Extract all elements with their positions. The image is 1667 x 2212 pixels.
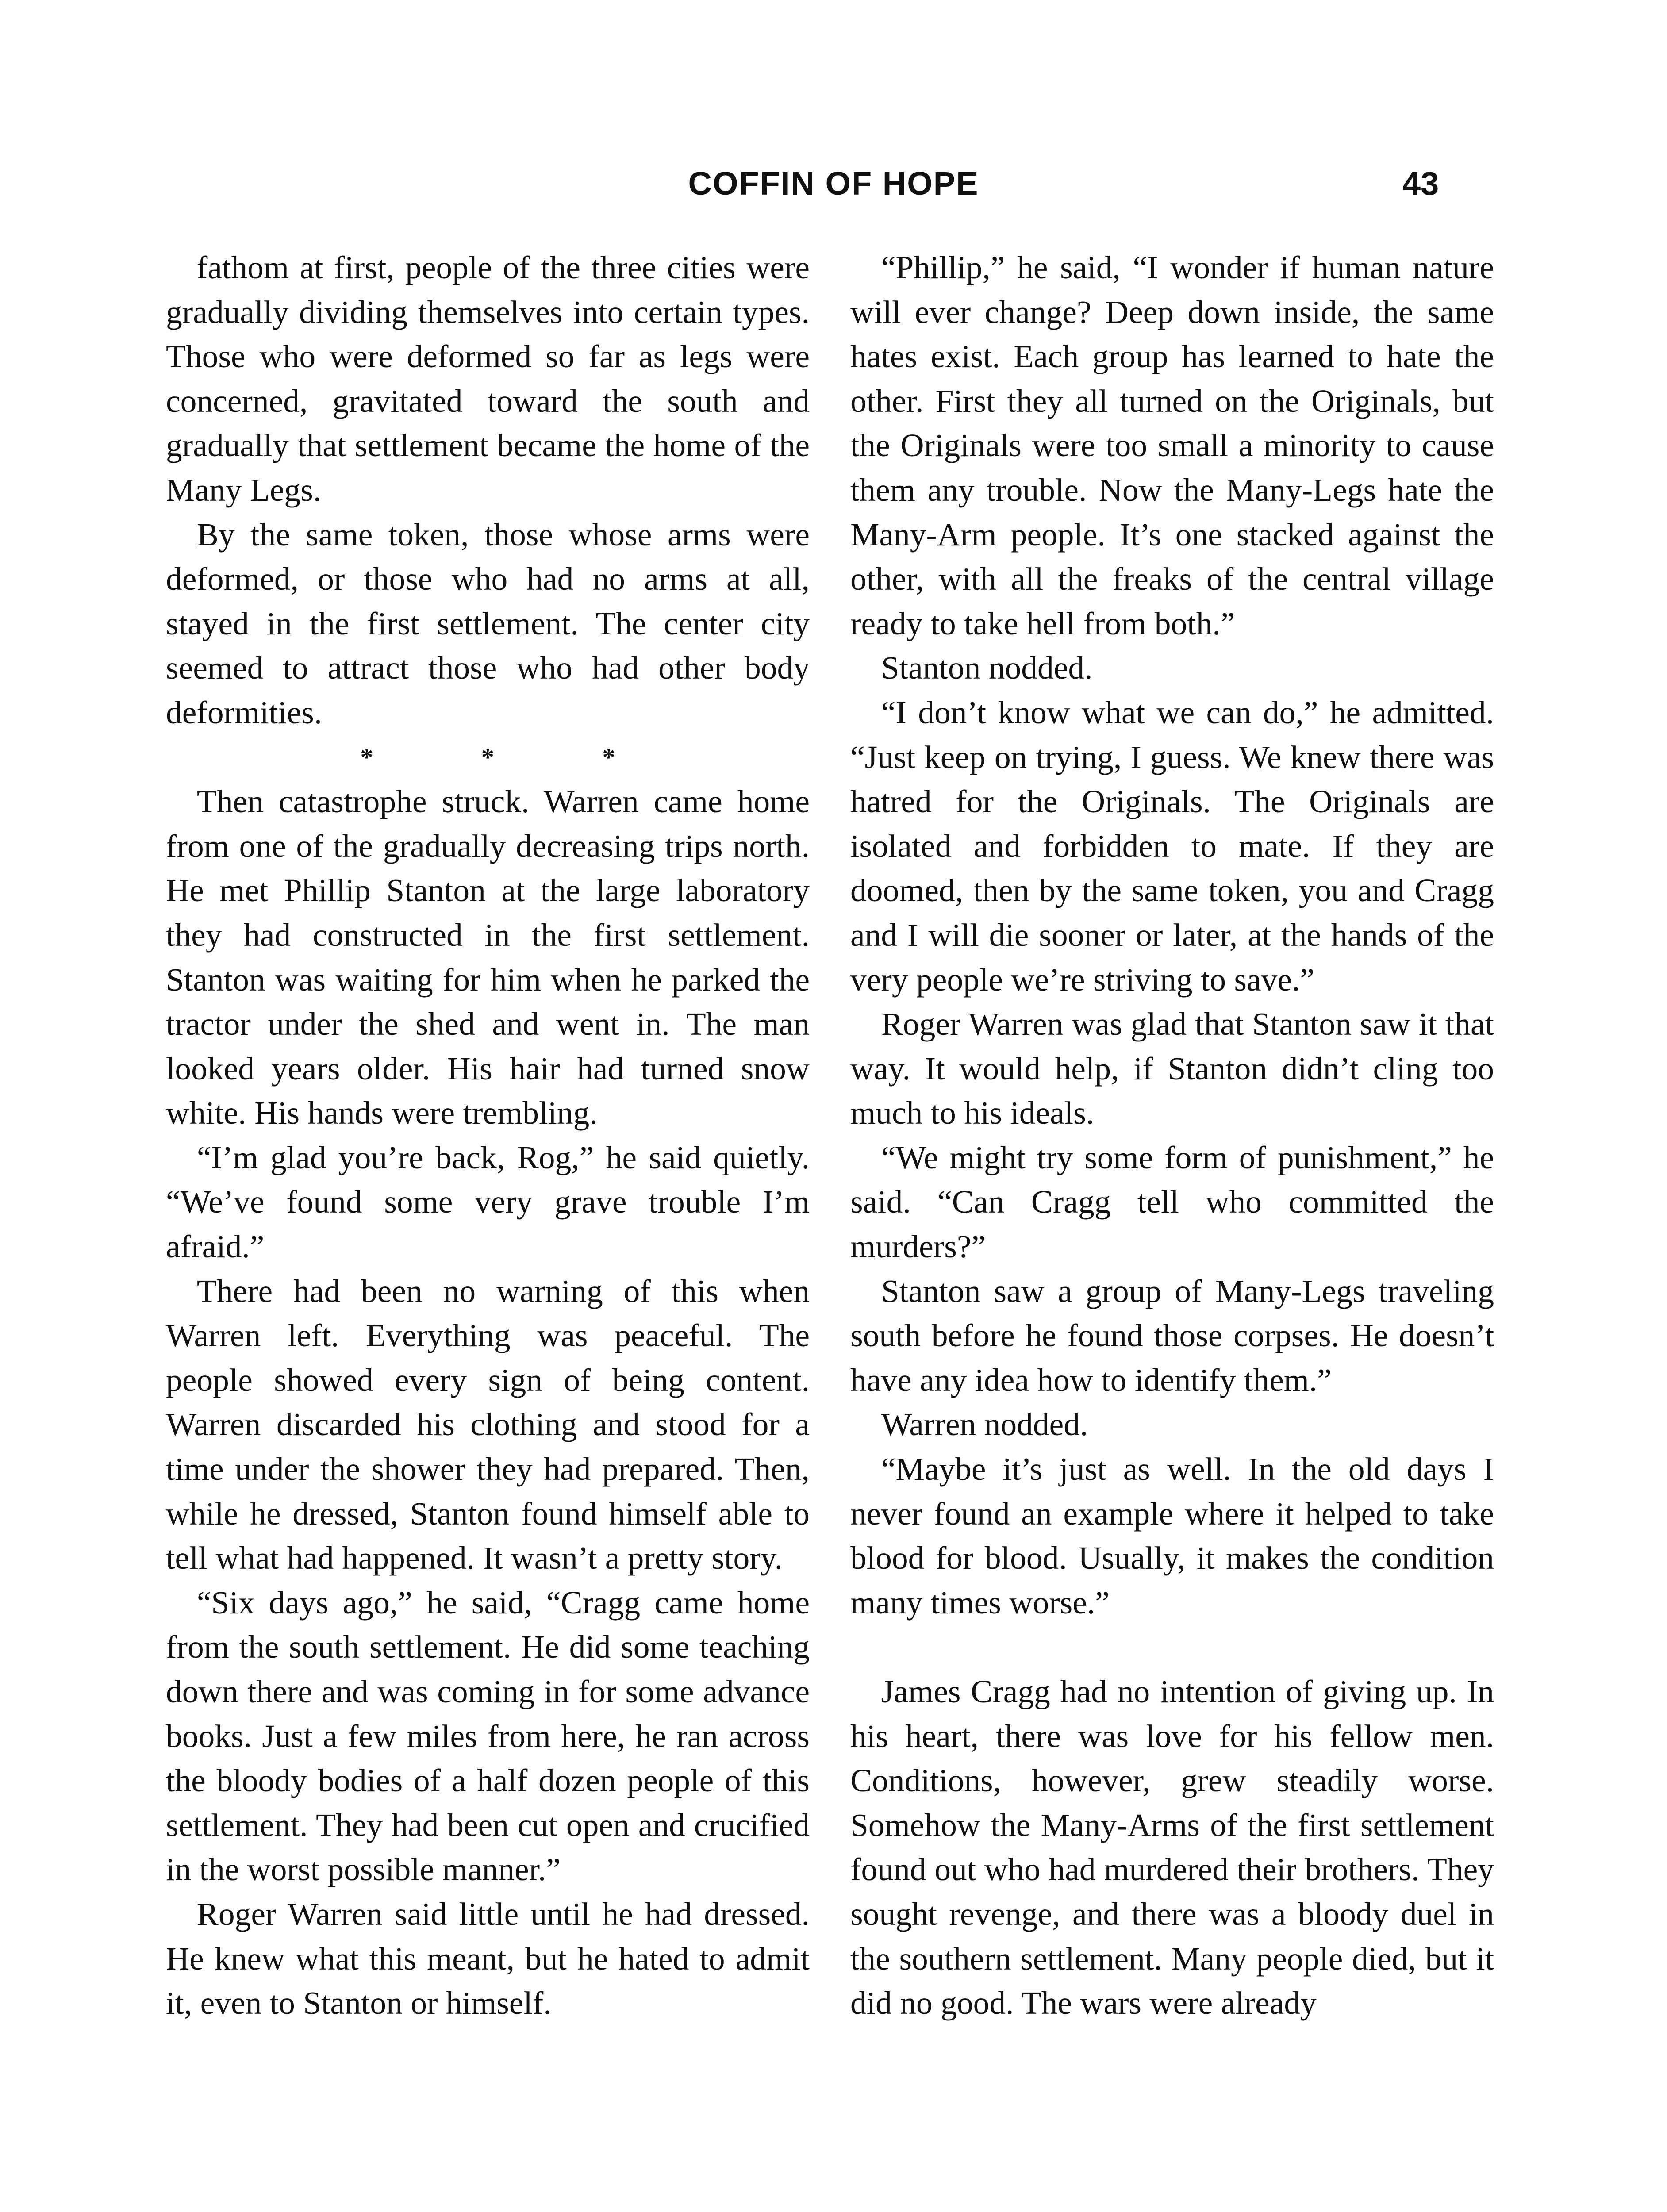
- paragraph: Then catastrophe struck. Warren came home from one of the gradually decreasing trips north. He met Phillip Stanton at the large laboratory they had constructed in the first settlement. Stanton was waiting for him when he parked the tractor under the shed and went in. The man looked years older. His hair had turned snow white. His hands were trembling.: [166, 783, 810, 1131]
- paragraph: “I don’t know what we can do,” he admitted. “Just keep on trying, I guess. We knew there was hatred for the Originals. The Originals are isolated and forbidden to mate. If they are doomed, then by the same token, you and Cragg and I will die sooner or later, at the hands of the very people we’re striving to save.”: [850, 694, 1494, 998]
- paragraph: “Six days ago,” he said, “Cragg came home from the south settlement. He did some teaching down there and was coming in for some advance books. Just a few miles from here, he ran across the bloody bodies of a half dozen people of this settlement. They had been cut open and crucified in the worst possible manner.”: [166, 1584, 810, 1888]
- page-number: 43: [1402, 165, 1439, 202]
- section-break: * * *: [360, 742, 666, 772]
- paragraph: Stanton nodded.: [881, 650, 1093, 686]
- paragraph: There had been no warning of this when Warren left. Everything was peaceful. The people showed every sign of being content. Warren discarded his clothing and stood for a time under the shower they had prepared. Then, while he dressed, Stanton found himself able to tell what had happened. It wasn’t a pretty story.: [166, 1273, 810, 1576]
- paragraph: Roger Warren was glad that Stanton saw it that way. It would help, if Stanton didn’t cling too much to his ideals.: [850, 1006, 1494, 1131]
- paragraph: “We might try some form of punishment,” he said. “Can Cragg tell who committed the murders?”: [850, 1139, 1494, 1265]
- paragraph: “Phillip,” he said, “I wonder if human nature will ever change? Deep down inside, the same hates exist. Each group has learned to hate the other. First they all turned on the Originals, but the Originals were too small a minority to cause them any trouble. Now the Many-Legs hate the Many-Arm people. It’s one stacked against the other, with all the freaks of the central village ready to take hell from both.”: [850, 250, 1494, 641]
- running-head-title: COFFIN OF HOPE: [688, 165, 979, 202]
- paragraph: “Maybe it’s just as well. In the old days I never found an example where it helped to take blood for blood. Usually, it makes the condition many times worse.”: [850, 1451, 1494, 1621]
- paragraph: “I’m glad you’re back, Rog,” he said quietly. “We’ve found some very grave trouble I’m afraid.”: [166, 1139, 810, 1265]
- paragraph: Warren nodded.: [881, 1406, 1088, 1443]
- left-column: [166, 246, 810, 2026]
- paragraph: James Cragg had no intention of giving up. In his heart, there was love for his fellow men. Conditions, however, grew steadily worse. Somehow the Many-Arms of the first settlement found out who had murdered their brothers. They sought revenge, and there was a bloody duel in the southern settlement. Many people died, but it did no good. The wars were already: [850, 1674, 1494, 2021]
- paragraph: Roger Warren said little until he had dressed. He knew what this meant, but he hated to admit it, even to Stanton or himself.: [166, 1896, 810, 2021]
- right-column: [850, 246, 1494, 2026]
- paragraph: fathom at first, people of the three cities were gradually dividing themselves into certain types. Those who were deformed so far as legs were concerned, gravitated toward the south and gradually that settlement became the home of the Many Legs.: [166, 250, 810, 508]
- paragraph: By the same token, those whose arms were deformed, or those who had no arms at all, stayed in the first settlement. The center city seemed to attract those who had other body deformities.: [166, 516, 810, 730]
- paragraph: Stanton saw a group of Many-Legs traveling south before he found those corpses. He doesn’t have any idea how to identify them.”: [850, 1273, 1494, 1398]
